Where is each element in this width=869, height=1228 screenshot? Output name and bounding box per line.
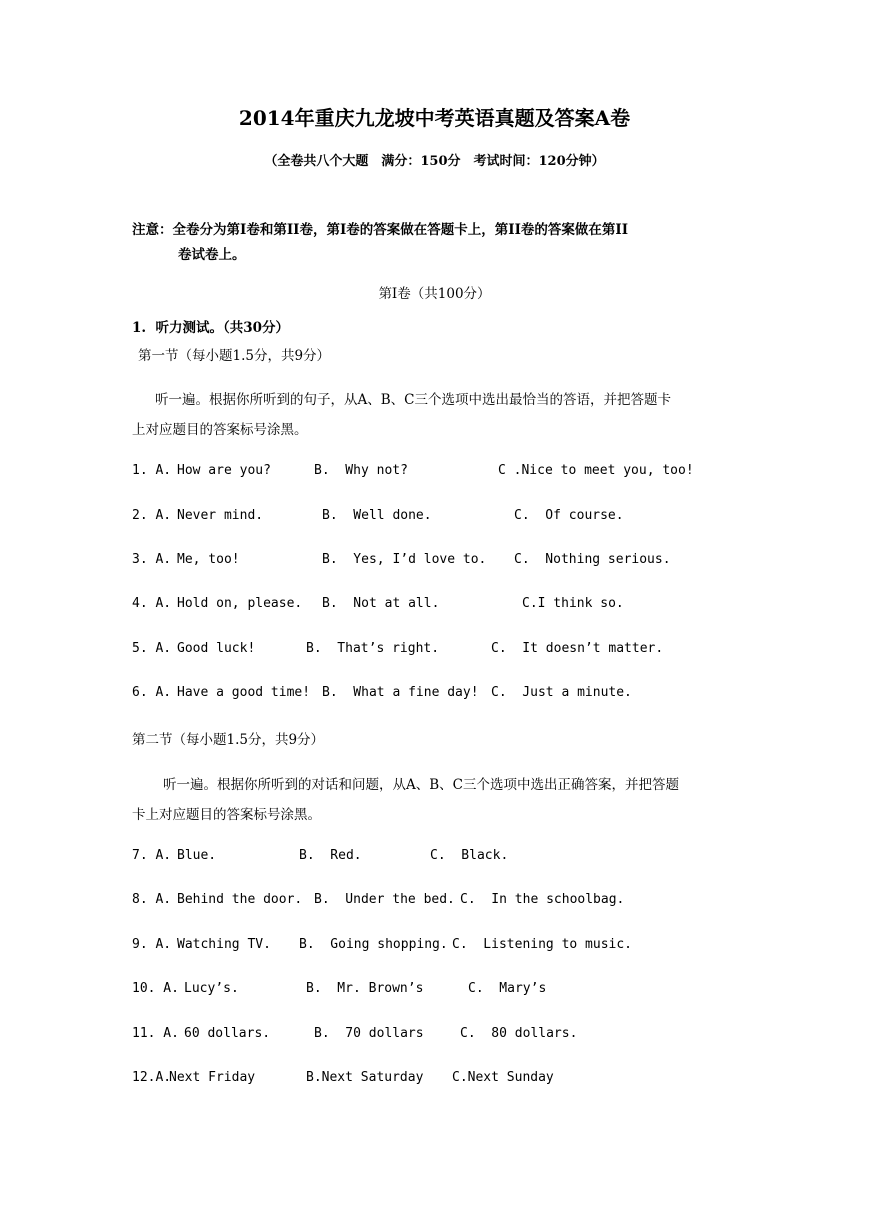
notice-line-2: 卷试卷上。 xyxy=(178,247,246,263)
subsection-2-instruction-line-1: 听一遍。根据你所听到的对话和问题，从A、B、C三个选项中选出正确答案，并把答题 xyxy=(163,777,679,793)
option-b: B. 70 dollars xyxy=(314,1026,424,1041)
subsection-1-instruction-line-2: 上对应题目的答案标号涂黑。 xyxy=(132,422,308,438)
option-b: B. Mr. Brown’s xyxy=(306,981,424,996)
option-c: C. Listening to music. xyxy=(452,937,633,952)
option-b: B. Well done. xyxy=(322,508,432,523)
option-b: B. Why not? xyxy=(314,463,408,478)
question-number: 5. A. xyxy=(132,641,172,656)
option-a: How are you? xyxy=(177,463,271,478)
option-a: Watching TV. xyxy=(177,937,271,952)
section-heading: 1. 听力测试。（共30分） xyxy=(132,320,290,336)
option-a: Lucy’s. xyxy=(184,981,239,996)
part-heading: 第Ⅰ卷（共100分） xyxy=(378,286,491,302)
exam-info: （全卷共八个大题 满分：150分 考试时间：120分钟） xyxy=(264,154,605,169)
question-number: 6. A. xyxy=(132,685,172,700)
option-b: B. Going shopping. xyxy=(299,937,448,952)
option-a: Never mind. xyxy=(177,508,264,523)
option-b: B. Red. xyxy=(299,848,362,863)
option-b: B. Under the bed. xyxy=(314,892,455,907)
option-c: C. Mary’s xyxy=(468,981,547,996)
question-number: 11. A. xyxy=(132,1026,179,1041)
option-a: Blue. xyxy=(177,848,217,863)
question-number: 7. A. xyxy=(132,848,172,863)
question-number: 3. A. xyxy=(132,552,172,567)
option-a: Next Friday xyxy=(169,1070,256,1085)
subsection-2-heading: 第二节（每小题1.5分，共9分） xyxy=(132,732,325,748)
question-number: 12.A. xyxy=(132,1070,172,1085)
option-a: Me, too! xyxy=(177,552,240,567)
notice-line-1: 注意：全卷分为第Ⅰ卷和第II卷，第Ⅰ卷的答案做在答题卡上，第II卷的答案做在第II xyxy=(132,222,629,238)
option-b: B. Yes, I’d love to. xyxy=(322,552,487,567)
question-number: 10. A. xyxy=(132,981,179,996)
option-c: C. It doesn’t matter. xyxy=(491,641,664,656)
option-c: C .Nice to meet you, too! xyxy=(498,463,694,478)
option-c: C. Of course. xyxy=(514,508,624,523)
option-c: C. 80 dollars. xyxy=(460,1026,578,1041)
option-b: B. What a fine day! xyxy=(322,685,479,700)
option-c: C. Black. xyxy=(430,848,509,863)
option-c: C. In the schoolbag. xyxy=(460,892,625,907)
option-a: Good luck! xyxy=(177,641,256,656)
option-a: Behind the door. xyxy=(177,892,303,907)
subsection-1-instruction-line-1: 听一遍。根据你所听到的句子，从A、B、C三个选项中选出最恰当的答语，并把答题卡 xyxy=(155,392,671,408)
question-number: 8. A. xyxy=(132,892,172,907)
question-number: 9. A. xyxy=(132,937,172,952)
option-c: C. Nothing serious. xyxy=(514,552,671,567)
option-a: Hold on, please. xyxy=(177,596,303,611)
subsection-1-heading: 第一节（每小题1.5分，共9分） xyxy=(138,348,331,364)
question-number: 4. A. xyxy=(132,596,172,611)
option-b: B. Not at all. xyxy=(322,596,440,611)
option-c: C. Just a minute. xyxy=(491,685,632,700)
option-a: 60 dollars. xyxy=(184,1026,271,1041)
option-b: B. That’s right. xyxy=(306,641,440,656)
document-title: 2014年重庆九龙坡中考英语真题及答案A卷 xyxy=(238,106,631,130)
option-c: C.Next Sunday xyxy=(452,1070,554,1085)
subsection-2-instruction-line-2: 卡上对应题目的答案标号涂黑。 xyxy=(132,807,321,823)
question-number: 1. A. xyxy=(132,463,172,478)
option-c: C.I think so. xyxy=(522,596,624,611)
option-a: Have a good time! xyxy=(177,685,311,700)
question-number: 2. A. xyxy=(132,508,172,523)
option-b: B.Next Saturday xyxy=(306,1070,424,1085)
